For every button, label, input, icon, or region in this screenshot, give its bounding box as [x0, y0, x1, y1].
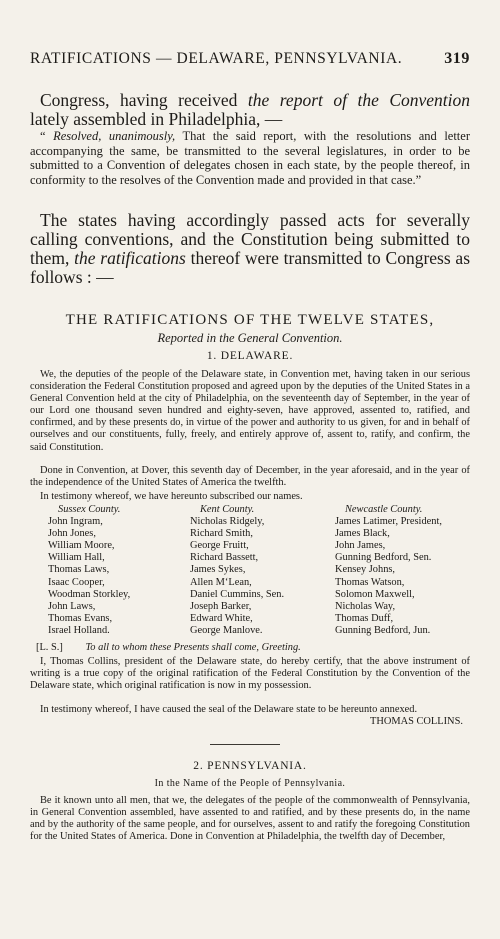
signature: THOMAS COLLINS. — [370, 716, 463, 727]
delegate-name: George Fruitt, — [190, 540, 249, 552]
delegate-name: George Manlove. — [190, 624, 263, 636]
ratification-paragraph — [30, 211, 470, 287]
ratification-end: thereof were transmitted to Congress as follows : — — [30, 248, 471, 287]
delegate-name: William Moore, — [48, 540, 115, 552]
delegate-name: Daniel Cummins, Sen. — [190, 588, 285, 600]
county-newcastle — [335, 504, 442, 637]
delegate-name: Gunning Bedford, Jun. — [335, 624, 431, 636]
delegate-name: John Laws, — [48, 600, 96, 612]
resolution-lead: Resolved, unanimously, — [53, 129, 176, 143]
county-kent — [190, 504, 284, 637]
intro-italic: the report of the Convention — [247, 90, 471, 110]
pennsylvania-body: Be it known unto all men, that we, the delegates of the people of the commonwealth of Pennsylvania, in General Convention assembled, have assented to and ratified, and by these presents do, in the name and by the authority of the same people, and for ourselves, assent to and ratify the foregoing Constitution for the United States of America. Done in Convention at Philadelphia, the twelfth day of December, — [30, 795, 470, 843]
seal-line — [36, 642, 466, 654]
delaware-testimony: In testimony whereof, we have hereunto subscribed our names. — [40, 491, 303, 502]
seal-mark: [L. S.] — [36, 642, 63, 653]
delegate-name: Richard Bassett, — [190, 552, 259, 564]
delegate-name: John Jones, — [48, 528, 96, 540]
intro-text: Congress, having received — [40, 90, 238, 110]
delegate-name: Thomas Evans, — [48, 612, 113, 624]
section-subtitle: Reported in the General Convention. — [157, 331, 343, 345]
section-title: THE RATIFICATIONS OF THE TWELVE STATES, — [65, 312, 435, 328]
delegate-name: John Ingram, — [48, 516, 103, 528]
delegate-name: Woodman Storkley, — [48, 588, 131, 600]
page-number: 319 — [444, 50, 470, 67]
ratification-italic: the ratifications — [74, 248, 186, 268]
resolution-open-quote: “ — [40, 129, 46, 143]
pennsylvania-heading: 2. PENNSYLVANIA. — [193, 760, 307, 772]
delegate-name: Isaac Cooper, — [48, 576, 105, 588]
delegate-name: Nicholas Way, — [335, 600, 396, 612]
county-sussex — [48, 504, 130, 637]
delaware-body: We, the deputies of the people of the Delaware state, in Convention met, having taken in our serious consideration the Federal Constitution proposed and agreed upon by the deputies of the United States in a General Convention held at the city of Philadelphia, on the seventeenth day of September, in the year of our Lord one thousand seven hundred and eighty-seven, have approved, assented to, ratified, and confirmed, and by these presents do, in virtue of the power and authority to us given, for and in behalf of ourselves and our constituents, fully, freely, and entirely approve of, assent to, ratify, and confirm, the said Constitution. — [30, 369, 470, 453]
seal-testimony: In testimony whereof, I have caused the seal of the Delaware state to be hereunto annexed. — [40, 704, 418, 715]
delegate-name: Joseph Barker, — [190, 600, 252, 612]
county-name: Kent County. — [200, 504, 255, 515]
delegate-name: John James, — [335, 540, 386, 552]
intro-end: lately assembled in Philadelphia, — — [30, 109, 283, 129]
delegate-name: Israel Holland. — [48, 624, 110, 636]
delegate-name: Thomas Duff, — [335, 612, 394, 624]
delegate-name: Richard Smith, — [190, 528, 253, 540]
ratification-text: The states having accordingly passed acts for severally calling conventions, and the Constitution being submitted to them, — [30, 210, 470, 268]
resolution-paragraph — [30, 129, 470, 187]
running-header — [30, 50, 470, 68]
delegate-name: Allen M‘Lean, — [190, 576, 252, 588]
delegate-name: James Latimer, President, — [335, 516, 442, 528]
greeting: To all to whom these Presents shall come, Greeting. — [85, 642, 301, 653]
running-title: RATIFICATIONS — DELAWARE, PENNSYLVANIA. — [30, 50, 403, 67]
pennsylvania-subheading: In the Name of the People of Pennsylvania. — [154, 778, 346, 789]
county-name: Newcastle County. — [345, 504, 423, 515]
certification: I, Thomas Collins, president of the Delaware state, do hereby certify, that the above instrument of writing is a true copy of the original ratification of the Federal Constitution by the Convention of the Delaware state, which original ratification is now in my possession. — [30, 656, 470, 692]
intro-paragraph — [30, 91, 470, 129]
resolution-text: That the said report, with the resolutions and letter accompanying the same, be transmitted to the several legislatures, in order to be submitted to a Convention of delegates chosen in each state, by the people thereof, in conformity to the resolves of the Convention made and provided in that case.” — [30, 129, 470, 187]
delegate-name: James Sykes, — [190, 564, 246, 576]
delegate-name: William Hall, — [48, 552, 105, 564]
delaware-done: Done in Convention, at Dover, this seventh day of December, in the year aforesaid, and in the year of the independence of the United States of America the twelfth. — [30, 465, 470, 489]
delegate-name: Thomas Watson, — [335, 576, 405, 588]
delegate-name: Nicholas Ridgely, — [190, 516, 265, 528]
section-divider — [210, 744, 280, 745]
delegate-name: Kensey Johns, — [335, 564, 396, 576]
delegate-name: Solomon Maxwell, — [335, 588, 415, 600]
delaware-heading: 1. DELAWARE. — [206, 350, 294, 362]
delegate-name: Edward White, — [190, 612, 253, 624]
delegate-name: Gunning Bedford, Sen. — [335, 552, 432, 564]
county-name: Sussex County. — [58, 504, 121, 515]
delegate-name: Thomas Laws, — [48, 564, 110, 576]
delegate-name: James Black, — [335, 528, 390, 540]
